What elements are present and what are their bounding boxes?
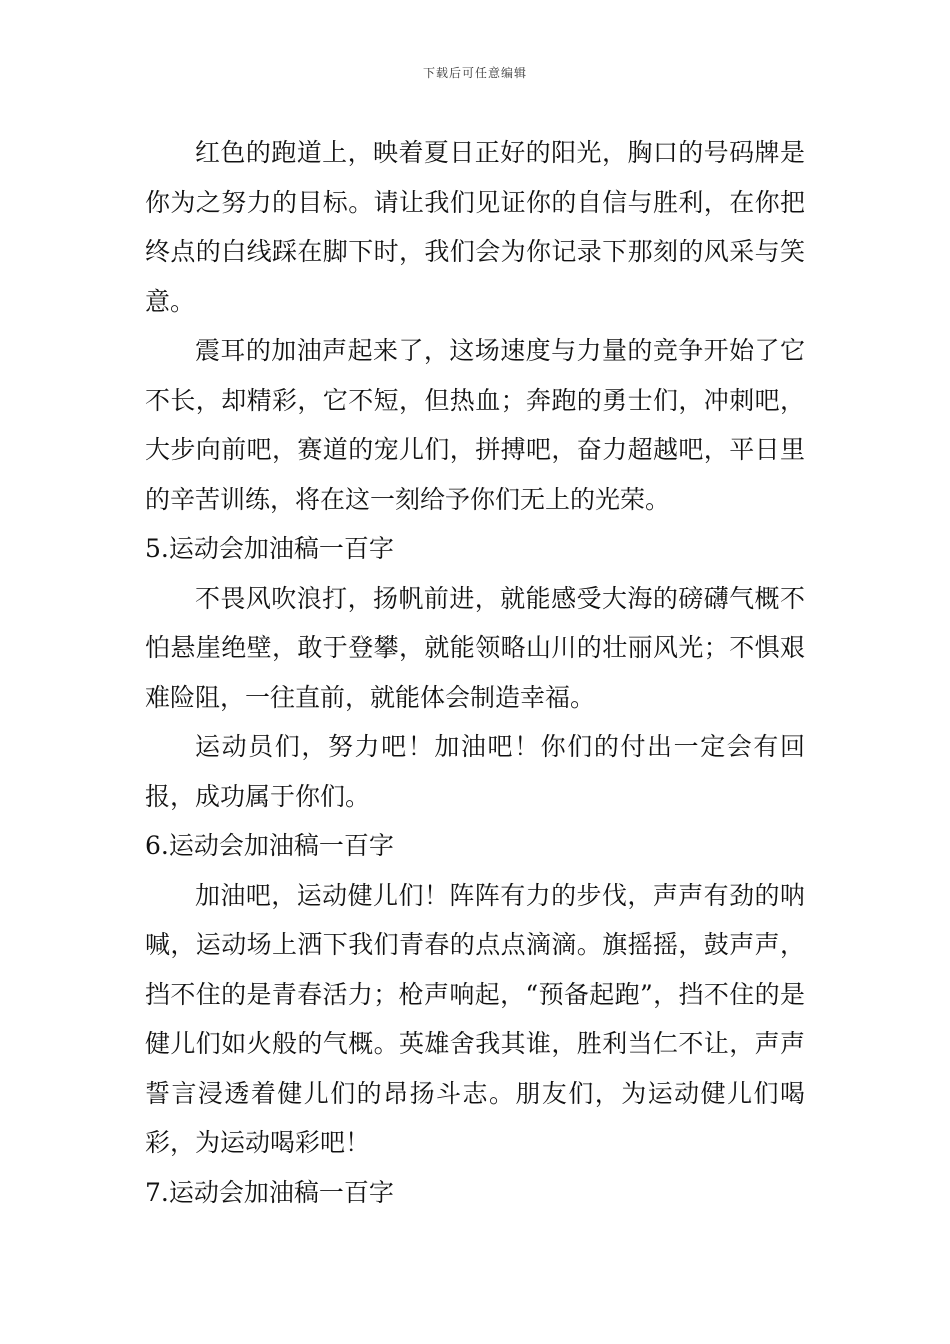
section-heading: 7.运动会加油稿一百字 <box>145 1177 394 1207</box>
section-heading: 5.运动会加油稿一百字 <box>145 534 394 563</box>
paragraph: 运动员们，努力吧！加油吧！你们的付出一定会有回报，成功属于你们。 <box>145 732 805 811</box>
page-header: 下载后可任意编辑 <box>422 66 527 80</box>
paragraph: 加油吧，运动健儿们！阵阵有力的步伐，声声有劲的呐喊，运动场上洒下我们青春的点点滴滴。旗摇摇，鼓声声，挡不住的是青春活力；枪声响起，“预备起跑”，挡不住的是健儿们如火般的气概。英雄舍我其谁，胜利当仁不让，声声誓言浸透着健儿们的昂扬斗志。朋友们，为运动健儿们喝彩，为运动喝彩吧！ <box>145 880 805 1157</box>
paragraph: 震耳的加油声起来了，这场速度与力量的竞争开始了它不长，却精彩，它不短，但热血；奔跑的勇士们，冲刺吧，大步向前吧，赛道的宠儿们，拼搏吧，奋力超越吧，平日里的辛苦训练，将在这一刻给予你们无上的光荣。 <box>145 336 805 514</box>
section-heading: 6.运动会加油稿一百字 <box>145 831 394 860</box>
document-body <box>145 128 805 1217</box>
paragraph: 红色的跑道上，映着夏日正好的阳光，胸口的号码牌是你为之努力的目标。请让我们见证你的自信与胜利，在你把终点的白线踩在脚下时，我们会为你记录下那刻的风采与笑意。 <box>145 138 805 316</box>
paragraph: 不畏风吹浪打，扬帆前进，就能感受大海的磅礴气概不怕悬崖绝壁，敢于登攀，就能领略山川的壮丽风光；不惧艰难险阻，一往直前，就能体会制造幸福。 <box>145 583 805 712</box>
